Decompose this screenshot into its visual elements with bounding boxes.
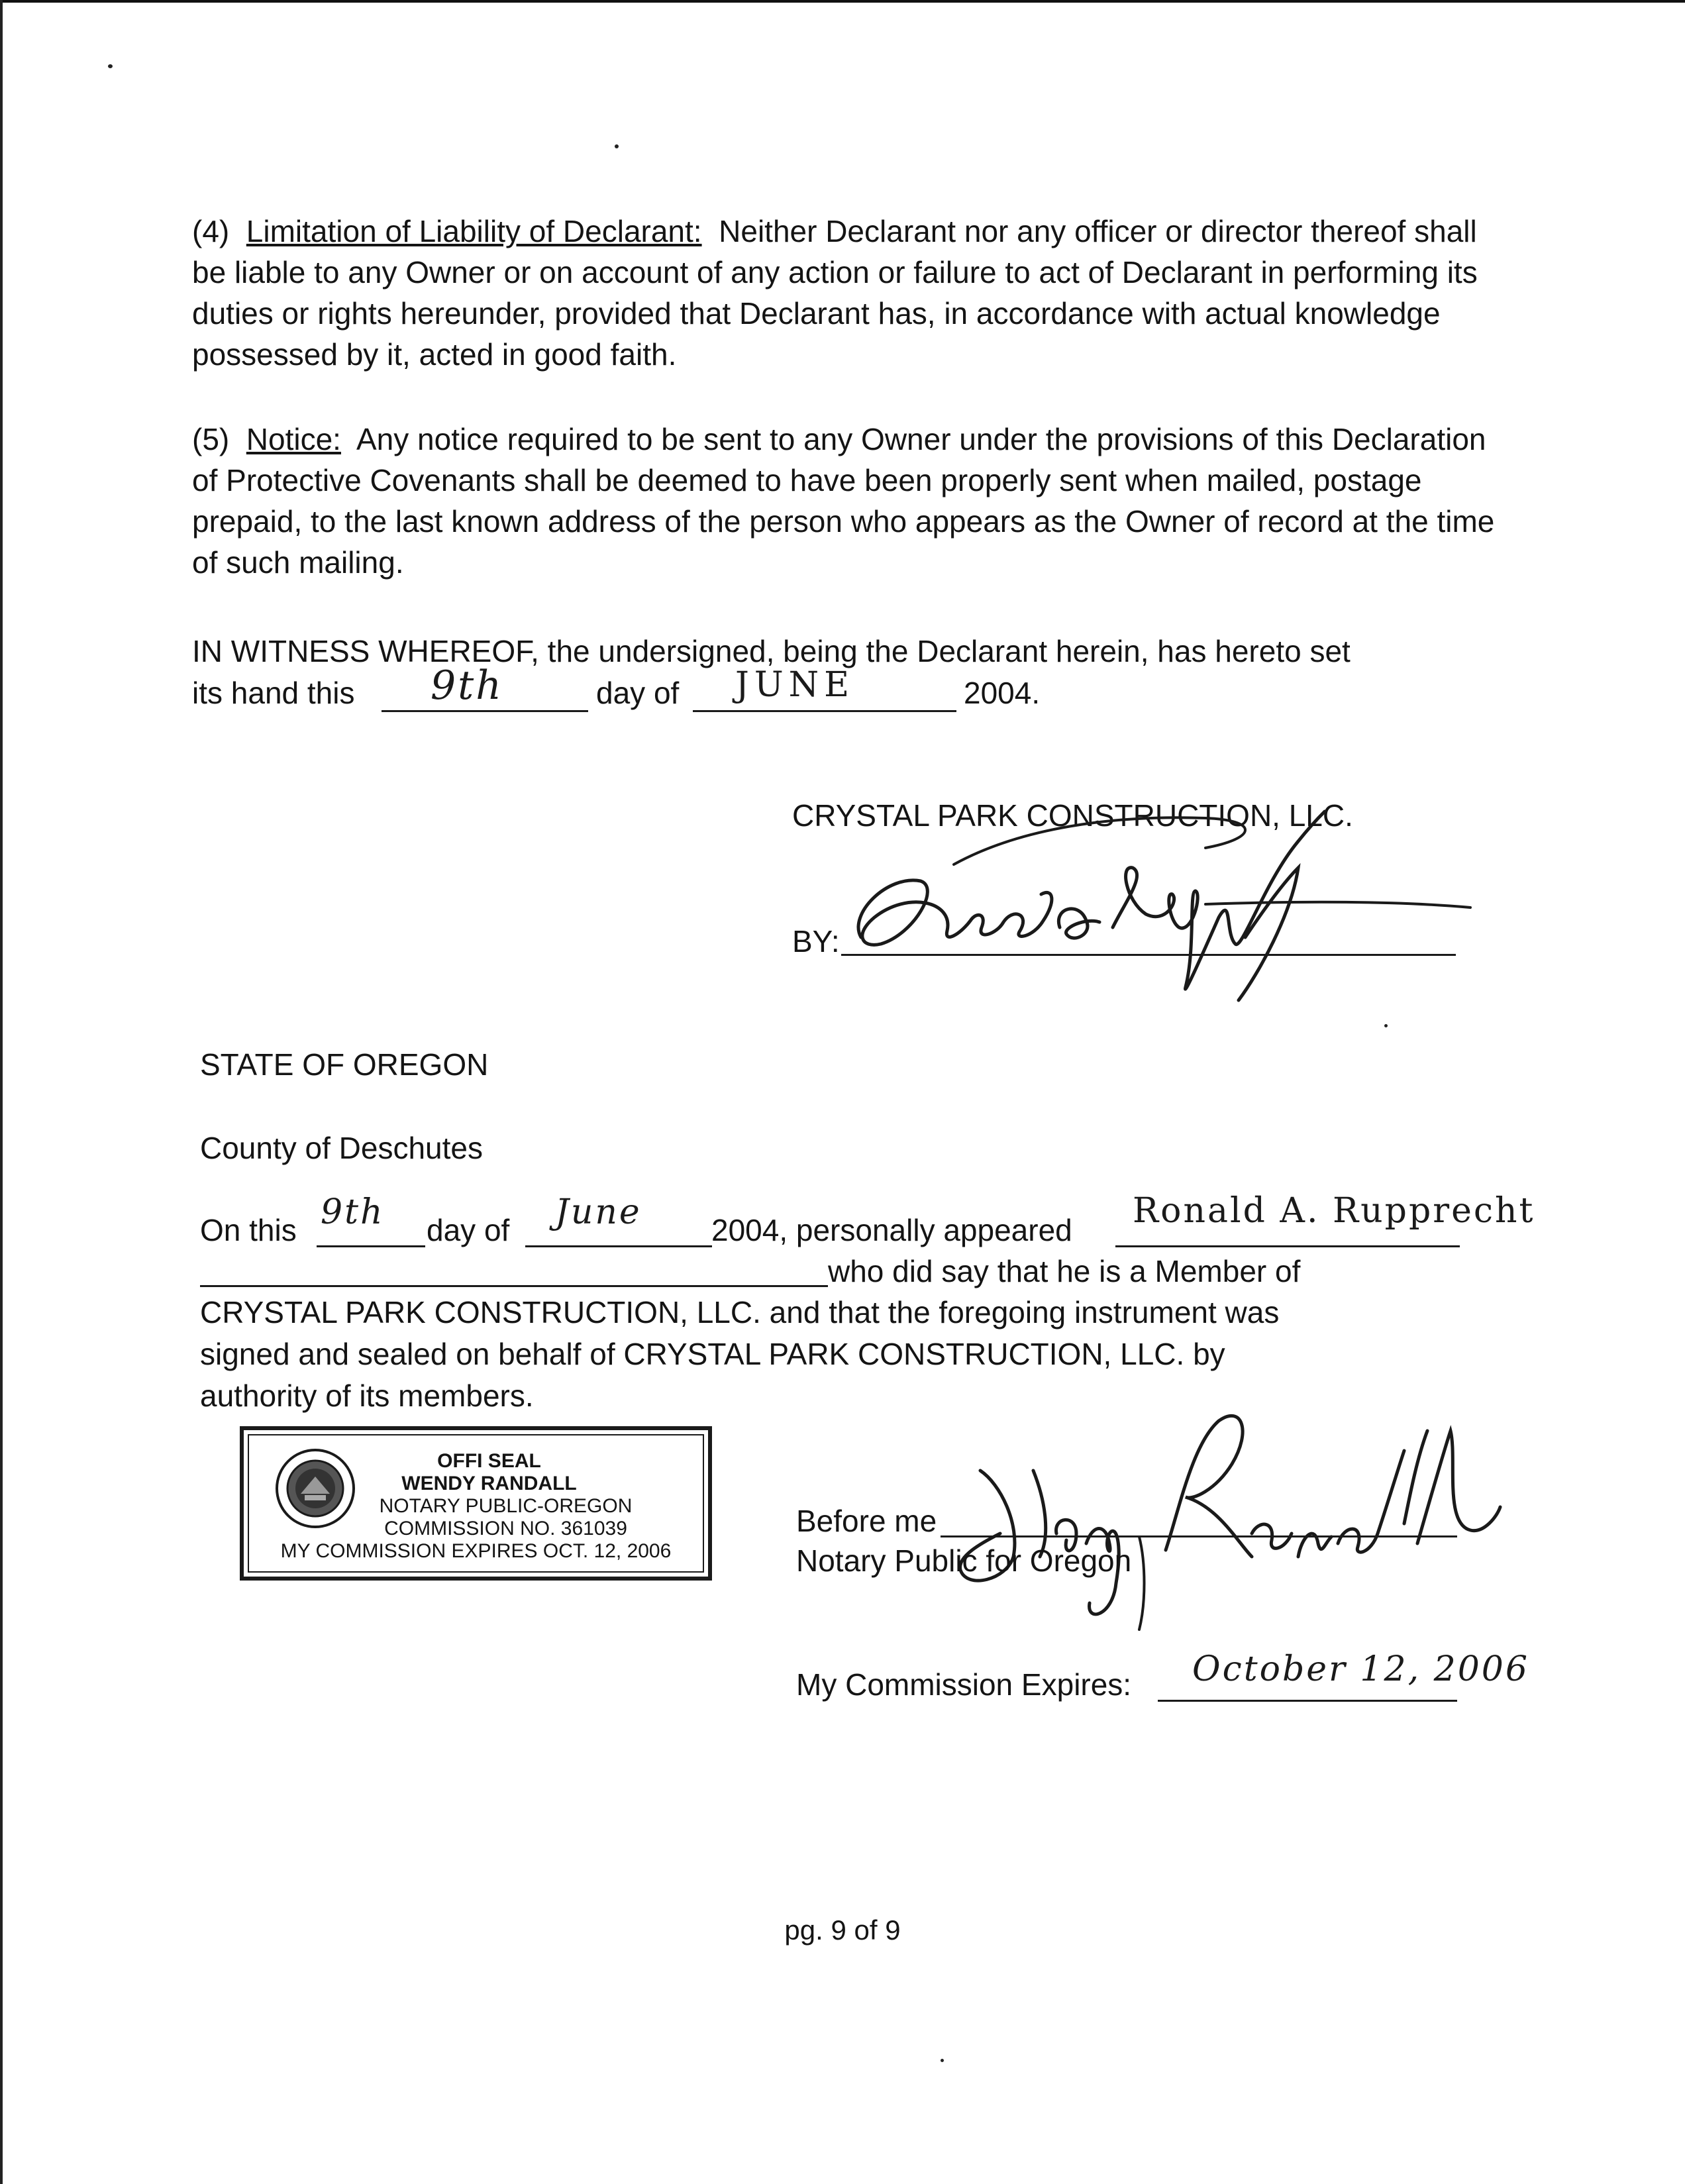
witness-day-handwritten: 9th (431, 662, 503, 709)
before-me-label: Before me (796, 1504, 937, 1538)
stamp-line-2: WENDY RANDALL (401, 1473, 577, 1494)
notary-line-3: CRYSTAL PARK CONSTRUCTION, LLC. and that the foregoing instrument was (200, 1295, 1280, 1329)
commission-blank (1158, 1700, 1457, 1702)
page-border-left (0, 0, 3, 2184)
notary-month-blank (525, 1245, 712, 1247)
section-4-number: (4) (192, 214, 230, 248)
witness-day-blank (382, 710, 588, 712)
stamp-line-4: COMMISSION NO. 361039 (384, 1518, 627, 1539)
witness-day-of: day of (596, 676, 680, 710)
notary-day-handwritten: 9th (321, 1192, 385, 1232)
scan-speck (108, 64, 113, 68)
section-5-number: (5) (192, 422, 230, 456)
notary-on-this: On this (200, 1213, 297, 1247)
commission-handwritten: October 12, 2006 (1192, 1649, 1529, 1689)
state-heading: STATE OF OREGON (200, 1047, 489, 1082)
page-border-top (0, 0, 1685, 3)
notary-line-4: signed and sealed on behalf of CRYSTAL PARK CONSTRUCTION, LLC. by (200, 1337, 1225, 1371)
scan-speck (615, 144, 619, 148)
notary-public-label: Notary Public for Oregon (796, 1543, 1132, 1578)
notary-line-5: authority of its members. (200, 1378, 534, 1413)
notary-day-of: day of (427, 1213, 510, 1247)
scan-speck (1384, 1024, 1388, 1027)
notary-name-blank (1115, 1245, 1460, 1247)
notary-name-handwritten: Ronald A. Rupprecht (1133, 1191, 1535, 1231)
notary-signature (941, 1391, 1510, 1643)
notary-month-handwritten: June (555, 1192, 642, 1232)
witness-year: 2004. (964, 676, 1041, 710)
signer-signature (835, 802, 1484, 1020)
stamp-line-5: MY COMMISSION EXPIRES OCT. 12, 2006 (280, 1540, 672, 1562)
notary-year-appeared: 2004, personally appeared (711, 1213, 1072, 1247)
section-4-body: Neither Declarant nor any officer or director thereof shall be liable to any Owner or on account of any action or failure to act of Declarant in performing its duties or rights hereunder, provided that Declarant has, in accordance with actual knowledge possessed by it, acted in good faith. (192, 214, 1478, 372)
county-heading: County of Deschutes (200, 1131, 484, 1165)
section-5-paragraph (192, 419, 1504, 583)
by-label: BY: (792, 924, 840, 959)
witness-its-hand-this: its hand this (192, 676, 355, 710)
notary-name-blank-2 (200, 1285, 828, 1287)
page-number: pg. 9 of 9 (784, 1914, 901, 1946)
notary-stamp (240, 1426, 712, 1581)
witness-month-blank (693, 710, 956, 712)
company-name: CRYSTAL PARK CONSTRUCTION, LLC. (792, 798, 1353, 833)
scan-speck (941, 2059, 944, 2062)
stamp-line-1: OFFI SEAL (437, 1450, 541, 1472)
witness-line-1: IN WITNESS WHEREOF, the undersigned, being the Declarant herein, has hereto set (192, 634, 1351, 668)
section-4-paragraph (192, 211, 1504, 375)
section-5-heading: Notice: (246, 422, 341, 456)
section-5-body: Any notice required to be sent to any Owner under the provisions of this Declaration of Protective Covenants shall be deemed to have been properly sent when mailed, postage prepaid, to the last known address of the person who appears as the Owner of record at the time of such mailing. (192, 422, 1495, 580)
section-4-heading: Limitation of Liability of Declarant: (246, 214, 702, 248)
witness-month-handwritten: JUNE (735, 665, 855, 705)
commission-label: My Commission Expires: (796, 1667, 1132, 1702)
notary-who-did-say: who did say that he is a Member of (828, 1254, 1301, 1288)
stamp-line-3: NOTARY PUBLIC-OREGON (379, 1495, 633, 1517)
notary-day-blank (317, 1245, 425, 1247)
